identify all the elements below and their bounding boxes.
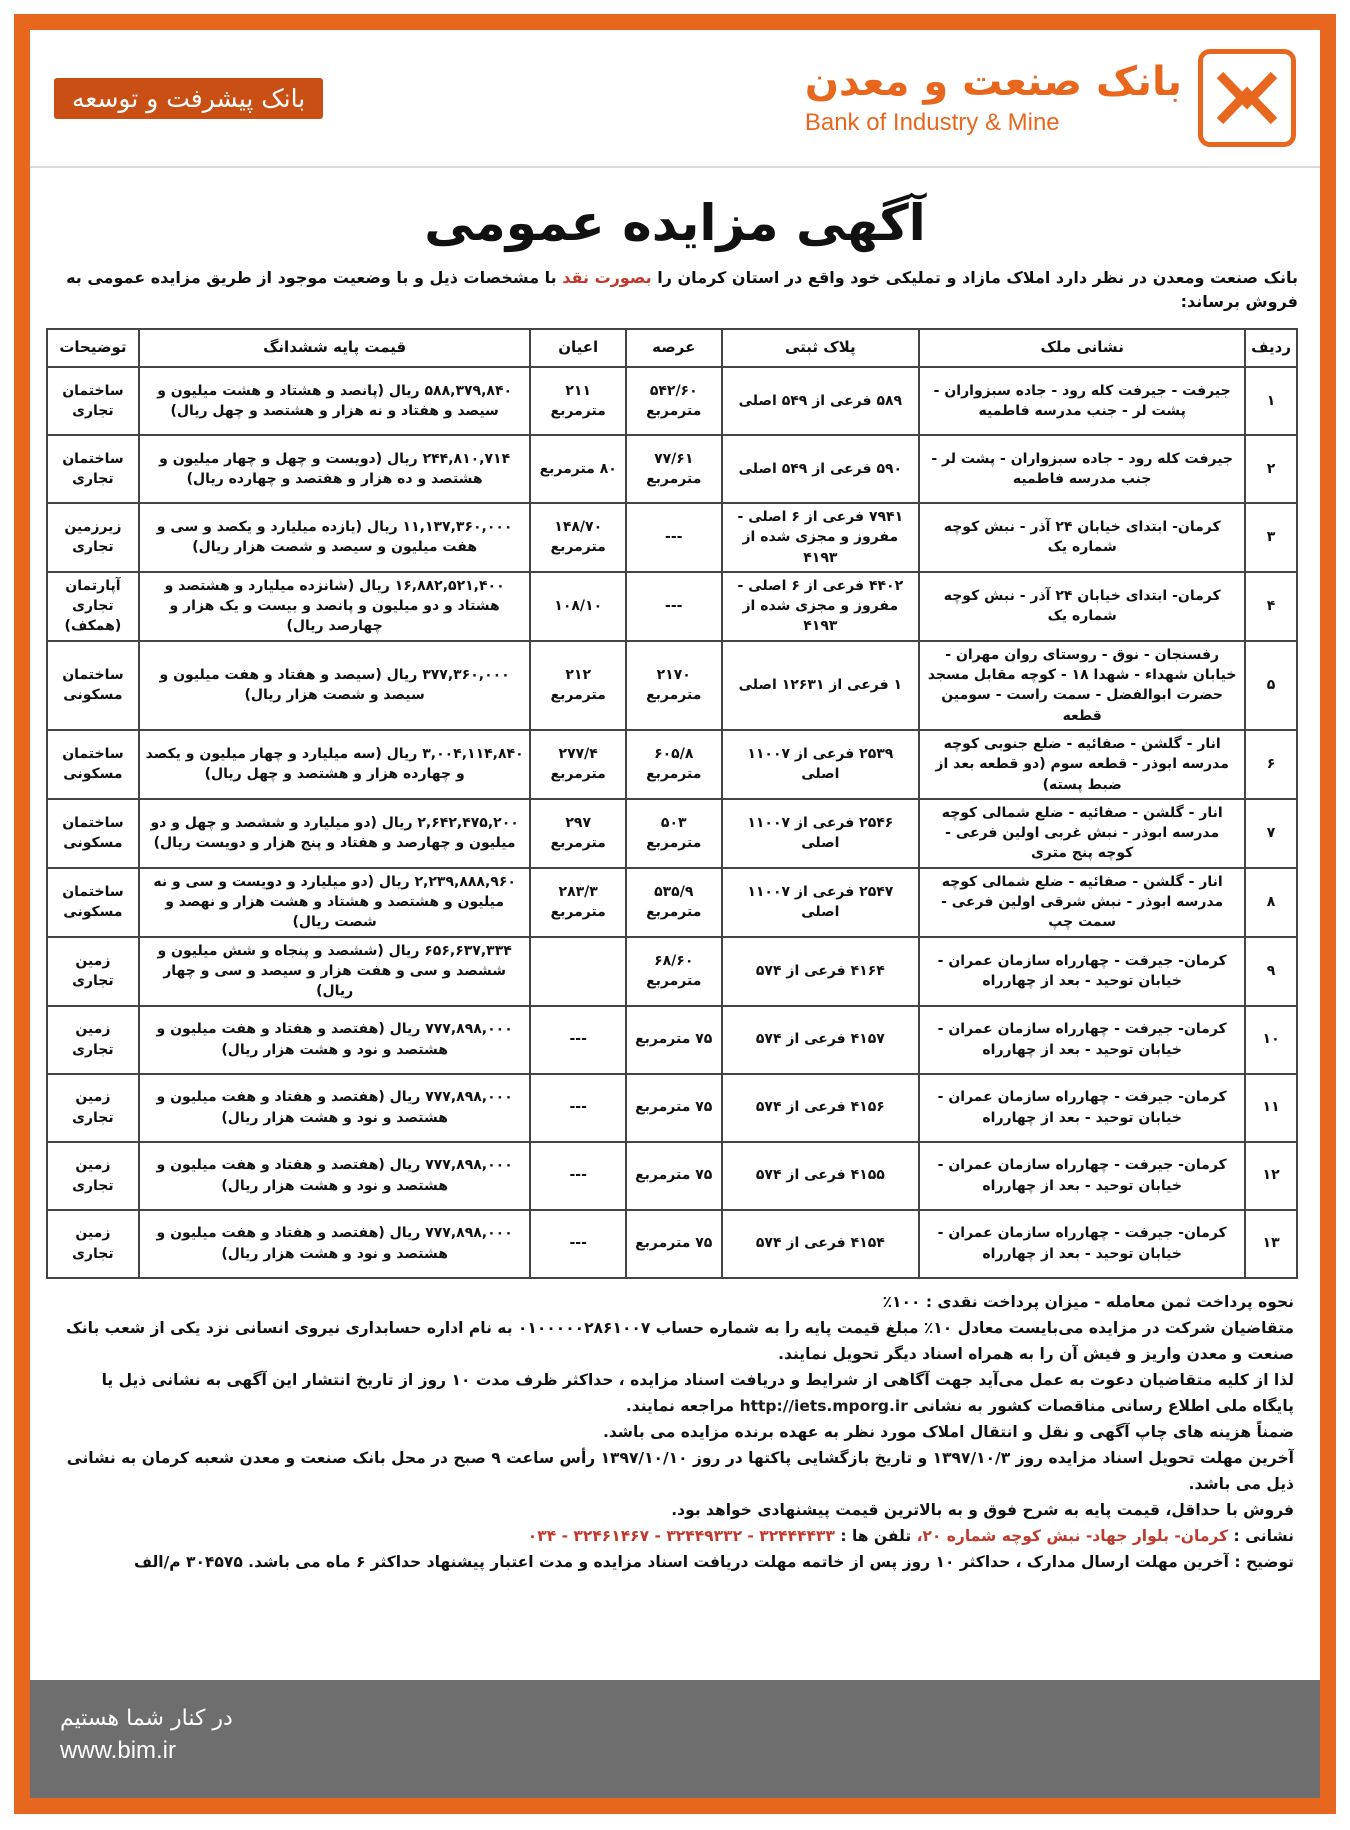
row-desc: ساختمان تجاری	[47, 435, 139, 503]
row-desc: زمین تجاری	[47, 1142, 139, 1210]
row-ayan: ۲۹۷ مترمربع	[530, 799, 626, 868]
row-address: انار - گلشن - صفائیه - ضلع شمالی کوچه مدرسه ابوذر - نبش غربی اولین فرعی - کوچه پنج متری	[919, 799, 1245, 868]
row-arse: ۵۳۵/۹ مترمربع	[626, 868, 722, 937]
row-price: ۷۷۷,۸۹۸,۰۰۰ ریال (هفتصد و هفتاد و هفت میلیون و هشتصد و نود و هشت هزار ریال)	[139, 1006, 531, 1074]
invitation	[56, 1367, 1294, 1419]
table-row	[47, 868, 1297, 937]
invitation-text: لذا از کلیه متقاضیان دعوت به عمل می‌آید جهت آگاهی از شرایط و دریافت اسناد مزایده ، حداکثر ظرف مدت ۱۰ روز از تاریخ انتشار این آگهی به نشانی ذیل یا پایگاه ملی اطلاع رسانی مناقصات کشور به نشانی	[101, 1370, 1294, 1415]
row-address: کرمان- جیرفت - چهارراه سازمان عمران - خیابان توحید - بعد از چهارراه	[919, 937, 1245, 1006]
row-address: انار - گلشن - صفائیه - ضلع جنوبی کوچه مدرسه ابوذر - قطعه سوم (دو قطعه بعد از ضبط پسته)	[919, 730, 1245, 799]
row-desc: زمین تجاری	[47, 1074, 139, 1142]
intro-part2: با مشخصات ذیل و با وضعیت موجود از طریق مزایده عمومی به فروش برساند:	[66, 268, 1298, 311]
bank-name-fa: بانک صنعت و معدن	[804, 59, 1182, 105]
row-arse: ۷۵ مترمربع	[626, 1074, 722, 1142]
row-address: کرمان- ابتدای خیابان ۲۴ آذر - نبش کوچه شماره یک	[919, 572, 1245, 641]
row-radif: ۹	[1245, 937, 1297, 1006]
row-ayan: ۱۰۸/۱۰	[530, 572, 626, 641]
header-price: قیمت پایه ششدانگ	[139, 329, 531, 367]
page-frame	[14, 14, 1336, 1814]
row-radif: ۱۱	[1245, 1074, 1297, 1142]
row-plak: ۴۱۶۴ فرعی از ۵۷۴	[722, 937, 920, 1006]
intro-part1: بانک صنعت ومعدن در نظر دارد املاک مازاد و تملیکی خود واقع در استان کرمان را	[651, 268, 1298, 287]
table-row	[47, 641, 1297, 730]
table-row	[47, 572, 1297, 641]
row-plak: ۴۱۵۶ فرعی از ۵۷۴	[722, 1074, 920, 1142]
costs-note: ضمناً هزینه های چاپ آگهی و نقل و انتقال املاک مورد نظر به عهده برنده مزایده می باشد.	[602, 1422, 1294, 1441]
row-radif: ۲	[1245, 435, 1297, 503]
row-plak: ۴۱۵۷ فرعی از ۵۷۴	[722, 1006, 920, 1074]
invitation-end: مراجعه نمایند.	[625, 1396, 735, 1415]
header-address: نشانی ملک	[919, 329, 1245, 367]
deadline-note: آخرین مهلت تحویل اسناد مزایده روز ۱۳۹۷/۱۰/۳ و تاریخ بازگشایی پاکتها در روز ۱۳۹۷/۱۰/۱۰ رأس ساعت ۹ صبح در محل بانک صنعت و معدن شعبه کرمان به نشانی ذیل می باشد.	[66, 1448, 1294, 1493]
table-row	[47, 503, 1297, 572]
row-ayan: ---	[530, 1006, 626, 1074]
row-desc: زمین تجاری	[47, 1210, 139, 1278]
phones-value: ۳۲۴۴۴۴۳۳ - ۳۲۴۴۹۳۳۲ - ۳۲۴۶۱۴۶۷ - ۰۳۴	[527, 1526, 835, 1545]
table-row	[47, 1142, 1297, 1210]
row-arse: ۷۵ مترمربع	[626, 1006, 722, 1074]
row-price: ۷۷۷,۸۹۸,۰۰۰ ریال (هفتصد و هفتاد و هفت میلیون و هشتصد و نود و هشت هزار ریال)	[139, 1074, 531, 1142]
row-plak: ۵۸۹ فرعی از ۵۴۹ اصلی	[722, 367, 920, 435]
row-ayan: ۸۰ مترمربع	[530, 435, 626, 503]
table-row	[47, 937, 1297, 1006]
row-address: کرمان- جیرفت - چهارراه سازمان عمران - خیابان توحید - بعد از چهارراه	[919, 1074, 1245, 1142]
header-plak: پلاک ثبتی	[722, 329, 920, 367]
row-price: ۲,۲۳۹,۸۸۸,۹۶۰ ریال (دو میلیارد و دویست و سی و نه میلیون و هشتصد و هشتاد و هشت هزار و نهصد و شصت ریال)	[139, 868, 531, 937]
row-radif: ۵	[1245, 641, 1297, 730]
row-price: ۶۵۶,۶۳۷,۳۳۴ ریال (ششصد و پنجاه و شش میلیون و ششصد و سی و هفت هزار و سیصد و سی و چهار ریال)	[139, 937, 531, 1006]
row-plak: ۷۹۴۱ فرعی از ۶ اصلی - مفروز و مجزی شده از ۴۱۹۳	[722, 503, 920, 572]
row-address: انار - گلشن - صفائیه - ضلع شمالی کوچه مدرسه ابوذر - نبش شرقی اولین فرعی - سمت چپ	[919, 868, 1245, 937]
table-header-row	[47, 329, 1297, 367]
row-arse: ۷۷/۶۱ مترمربع	[626, 435, 722, 503]
row-price: ۲,۶۴۲,۴۷۵,۲۰۰ ریال (دو میلیارد و ششصد و چهل و دو میلیون و چهارصد و هفتاد و پنج هزار و دویست ریال)	[139, 799, 531, 868]
payment-terms: نحوه پرداخت ثمن معامله - میزان پرداخت نقدی : ۱۰۰٪	[882, 1292, 1294, 1311]
row-address: کرمان- جیرفت - چهارراه سازمان عمران - خیابان توحید - بعد از چهارراه	[919, 1210, 1245, 1278]
footer-terms	[30, 1279, 1320, 1575]
address-label: نشانی :	[1228, 1526, 1294, 1545]
row-arse: ۶۰۵/۸ مترمربع	[626, 730, 722, 799]
row-ayan: ۲۱۱ مترمربع	[530, 367, 626, 435]
table-row	[47, 1074, 1297, 1142]
intro-text	[30, 252, 1320, 324]
row-price: ۷۷۷,۸۹۸,۰۰۰ ریال (هفتصد و هفتاد و هفت میلیون و هشتصد و نود و هشت هزار ریال)	[139, 1142, 531, 1210]
notice-sheet	[30, 30, 1320, 1798]
row-radif: ۴	[1245, 572, 1297, 641]
row-price: ۲۴۴,۸۱۰,۷۱۴ ریال (دویست و چهل و چهار میلیون و هشتصد و ده هزار و هفتصد و چهارده ریال)	[139, 435, 531, 503]
row-plak: ۲۵۴۷ فرعی از ۱۱۰۰۷ اصلی	[722, 868, 920, 937]
contact-line	[56, 1523, 1294, 1549]
row-price: ۱۱,۱۳۷,۳۶۰,۰۰۰ ریال (یازده میلیارد و یکصد و سی و هفت میلیون و سیصد و شصت هزار ریال)	[139, 503, 531, 572]
row-radif: ۱	[1245, 367, 1297, 435]
row-radif: ۱۲	[1245, 1142, 1297, 1210]
row-arse: ۷۵ مترمربع	[626, 1210, 722, 1278]
row-radif: ۱۰	[1245, 1006, 1297, 1074]
row-desc: ساختمان مسکونی	[47, 799, 139, 868]
row-address: کرمان- جیرفت - چهارراه سازمان عمران - خیابان توحید - بعد از چهارراه	[919, 1006, 1245, 1074]
row-desc: زیرزمین تجاری	[47, 503, 139, 572]
iets-link[interactable]: http://iets.mporg.ir	[739, 1396, 908, 1415]
table-row	[47, 1006, 1297, 1074]
phones-label: تلفن ها :	[834, 1526, 917, 1545]
row-plak: ۴۱۵۵ فرعی از ۵۷۴	[722, 1142, 920, 1210]
row-desc: آپارتمان تجاری (همکف)	[47, 572, 139, 641]
row-ayan: ---	[530, 1074, 626, 1142]
row-desc: ساختمان مسکونی	[47, 641, 139, 730]
website-link[interactable]: www.bim.ir	[60, 1737, 177, 1764]
row-address: جیرفت کله رود - جاده سبزواران - پشت لر - جنب مدرسه فاطمیه	[919, 435, 1245, 503]
row-arse: ---	[626, 572, 722, 641]
row-radif: ۷	[1245, 799, 1297, 868]
row-plak: ۲۵۴۶ فرعی از ۱۱۰۰۷ اصلی	[722, 799, 920, 868]
row-plak: ۲۵۳۹ فرعی از ۱۱۰۰۷ اصلی	[722, 730, 920, 799]
row-address: کرمان- جیرفت - چهارراه سازمان عمران - خیابان توحید - بعد از چهارراه	[919, 1142, 1245, 1210]
row-ayan: ۲۷۷/۴ مترمربع	[530, 730, 626, 799]
header-radif: ردیف	[1245, 329, 1297, 367]
bank-logo-icon	[1198, 49, 1296, 147]
row-address: کرمان- ابتدای خیابان ۲۴ آذر - نبش کوچه شماره یک	[919, 503, 1245, 572]
row-arse: ۶۸/۶۰ مترمربع	[626, 937, 722, 1006]
table-row	[47, 435, 1297, 503]
row-radif: ۳	[1245, 503, 1297, 572]
row-ayan: ---	[530, 1142, 626, 1210]
row-desc: ساختمان مسکونی	[47, 868, 139, 937]
explanation-note: توضیح : آخرین مهلت ارسال مدارک ، حداکثر ۱۰ روز پس از خاتمه مهلت دریافت اسناد مزایده و مدت اعتبار پیشنهاد حداکثر ۶ ماه می باشد. ۳۰۴۵۷۵ م/الف	[134, 1552, 1294, 1571]
row-ayan: ۲۱۲ مترمربع	[530, 641, 626, 730]
header-ayan: اعیان	[530, 329, 626, 367]
row-arse: ۷۵ مترمربع	[626, 1142, 722, 1210]
intro-highlight: بصورت نقد	[562, 268, 652, 287]
row-arse: ---	[626, 503, 722, 572]
row-radif: ۸	[1245, 868, 1297, 937]
row-plak: ۵۹۰ فرعی از ۵۴۹ اصلی	[722, 435, 920, 503]
row-desc: زمین تجاری	[47, 937, 139, 1006]
bottom-band	[30, 1680, 1320, 1798]
row-arse: ۲۱۷۰ مترمربع	[626, 641, 722, 730]
header-arse: عرصه	[626, 329, 722, 367]
table-row	[47, 367, 1297, 435]
row-radif: ۶	[1245, 730, 1297, 799]
row-arse: ۵۰۳ مترمربع	[626, 799, 722, 868]
address-value: کرمان- بلوار جهاد- نبش کوچه شماره ۲۰،	[916, 1526, 1229, 1545]
sale-note: فروش با حداقل، قیمت پایه به شرح فوق و به بالاترین قیمت پیشنهادی خواهد بود.	[671, 1500, 1294, 1519]
table-row	[47, 799, 1297, 868]
row-desc: ساختمان تجاری	[47, 367, 139, 435]
row-price: ۳۷۷,۳۶۰,۰۰۰ ریال (سیصد و هفتاد و هفت میلیون و سیصد و شصت هزار ریال)	[139, 641, 531, 730]
bank-name-en: Bank of Industry & Mine	[804, 109, 1060, 136]
row-address: رفسنجان - نوق - روستای روان مهران - خیابان شهداء - شهدا ۱۸ - کوچه مقابل مسجد حضرت ابوالفضل - سمت راست - سومین قطعه	[919, 641, 1245, 730]
row-plak: ۴۱۵۴ فرعی از ۵۷۴	[722, 1210, 920, 1278]
row-ayan: ۲۸۳/۳ مترمربع	[530, 868, 626, 937]
header-desc: توضیحات	[47, 329, 139, 367]
table-row	[47, 730, 1297, 799]
header	[30, 30, 1320, 168]
deposit-terms: متقاضیان شرکت در مزایده می‌بایست معادل ۱۰٪ مبلغ قیمت پایه را به شماره حساب ۰۱۰۰۰۰۰۲۸۶۱۰۰۷ به نام اداره حسابداری نیروی انسانی نزد یکی از شعب بانک صنعت و معدن واریز و فیش آن را به همراه اسناد دیگر تحویل نمایند.	[65, 1318, 1294, 1363]
row-desc: زمین تجاری	[47, 1006, 139, 1074]
row-ayan: ۱۴۸/۷۰ مترمربع	[530, 503, 626, 572]
page-title: آگهی مزایده عمومی	[424, 194, 926, 252]
row-price: ۵۸۸,۳۷۹,۸۴۰ ریال (پانصد و هشتاد و هشت میلیون و سیصد و هفتاد و نه هزار و هشتصد و چهل ریال)	[139, 367, 531, 435]
row-price: ۱۶,۸۸۲,۵۲۱,۴۰۰ ریال (شانزده میلیارد و هشتصد و هشتاد و دو میلیون و پانصد و بیست و یک هزار و چهارصد ریال)	[139, 572, 531, 641]
row-price: ۷۷۷,۸۹۸,۰۰۰ ریال (هفتصد و هفتاد و هفت میلیون و هشتصد و نود و هشت هزار ریال)	[139, 1210, 531, 1278]
row-ayan	[530, 937, 626, 1006]
row-ayan: ---	[530, 1210, 626, 1278]
table-row	[47, 1210, 1297, 1278]
row-plak: ۴۴۰۲ فرعی از ۶ اصلی - مفروز و مجزی شده از ۴۱۹۳	[722, 572, 920, 641]
bank-logo	[805, 49, 1296, 147]
row-radif: ۱۳	[1245, 1210, 1297, 1278]
row-price: ۳,۰۰۴,۱۱۴,۸۴۰ ریال (سه میلیارد و چهار میلیون و یکصد و چهارده هزار و هشتصد و چهل ریال)	[139, 730, 531, 799]
row-address: جیرفت - جیرفت کله رود - جاده سبزواران - پشت لر - جنب مدرسه فاطمیه	[919, 367, 1245, 435]
header-slogan: بانک پیشرفت و توسعه	[54, 78, 323, 119]
row-arse: ۵۴۲/۶۰ مترمربع	[626, 367, 722, 435]
band-slogan: در کنار شما هستیم	[60, 1706, 233, 1731]
properties-table	[46, 328, 1298, 1279]
row-plak: ۱ فرعی از ۱۲۶۳۱ اصلی	[722, 641, 920, 730]
row-desc: ساختمان مسکونی	[47, 730, 139, 799]
